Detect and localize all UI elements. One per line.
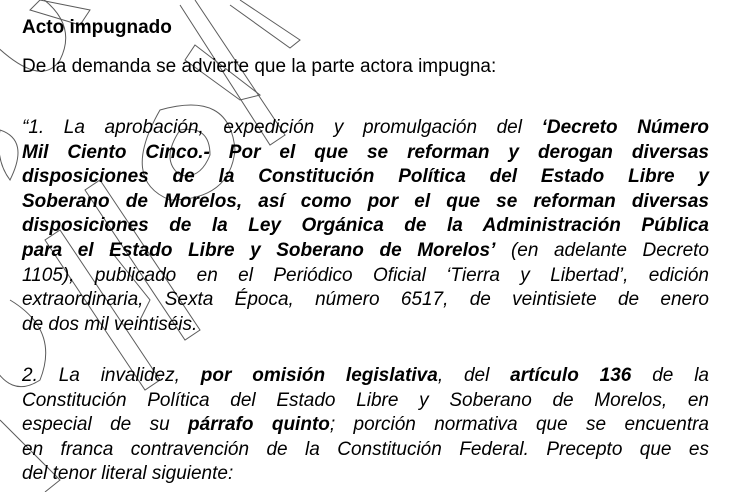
bold-text: párrafo quinto [188,414,330,436]
text-line [22,413,709,438]
text-segment: “1. La aprobación, expedición y promulgación del [22,117,542,138]
text-segment: 1105), publicado en el Periódico Oficial ‘Tierra y Libertad’, edición [22,264,709,286]
text-line [22,313,709,338]
intro-text: De la demanda se advierte que la parte actora impugna: [22,56,497,77]
bold-text: Mil Ciento Cinco.- Por el que se reforman y derogan diversas [22,141,709,163]
bold-text: para el Estado Libre y Soberano de Morelos’ [22,239,496,261]
text-segment: ; porción normativa que se encuentra [329,414,709,436]
text-segment: de dos mil veintiséis. [22,313,198,335]
bold-text: Soberano de Morelos, así como por el que se reforman diversas [22,190,709,212]
text-segment: (en adelante Decreto [495,239,709,261]
text-line [22,438,709,463]
text-line [22,116,709,141]
bold-text: disposiciones de la Constitución Política del Estado Libre y [22,166,709,188]
text-segment: especial de su [22,414,189,436]
text-line [22,214,709,239]
text-segment: , del [437,365,511,386]
quoted-paragraph-2 [22,364,709,487]
text-line [22,190,709,215]
text-line [22,264,709,289]
section-heading: Acto impugnado [22,17,172,38]
text-line [22,165,709,190]
text-line [22,141,709,166]
text-segment: extraordinaria, Sexta Época, número 6517, de veintisiete de enero [22,289,709,311]
text-line [22,389,709,414]
text-segment: de la [631,365,709,386]
text-segment: del tenor literal siguiente: [22,463,234,485]
text-segment: 2. La invalidez, [22,365,201,386]
bold-text: por omisión legislativa [200,365,438,386]
text-line [22,239,709,264]
text-segment: Constitución Política del Estado Libre y Soberano de Morelos, en [22,389,709,411]
bold-text: artículo 136 [510,365,632,386]
bold-text: ‘Decreto Número [541,117,709,138]
text-line [22,288,709,313]
bold-text: disposiciones de la Ley Orgánica de la Administración Pública [22,215,709,237]
text-line [22,462,709,487]
text-line [22,364,709,389]
quoted-paragraph-1 [22,116,709,337]
text-segment: en franca contravención de la Constitución Federal. Precepto que es [22,438,709,460]
